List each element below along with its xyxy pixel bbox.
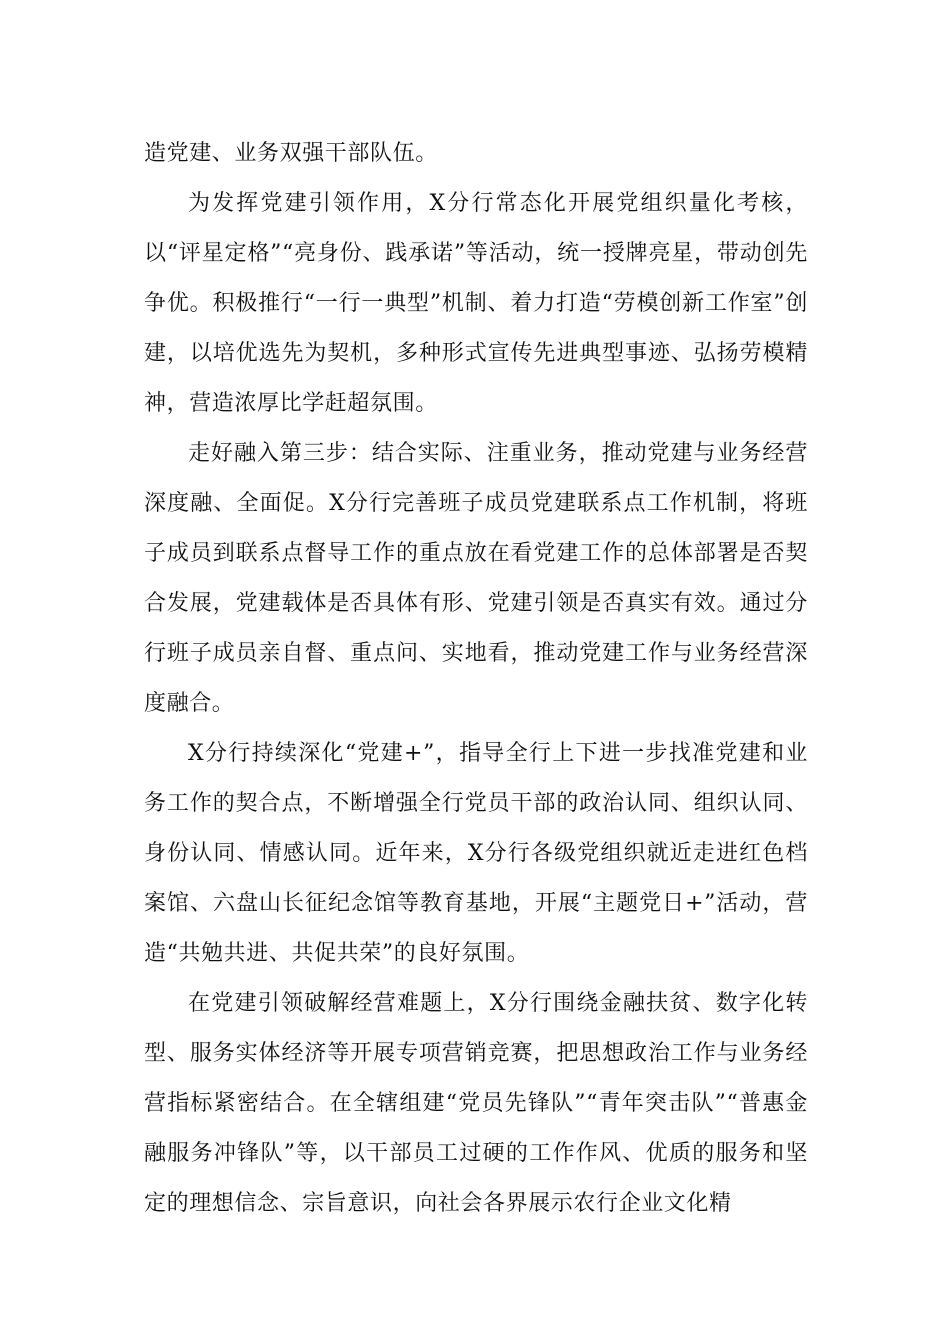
paragraph: 在党建引领破解经营难题上，X分行围绕金融扶贫、数字化转型、服务实体经济等开展专项营销竞赛，把思想政治工作与业务经营指标紧密结合。在全辖组建“党员先锋队”“青年突击队”“普惠金融服务冲锋队”等，以干部员工过硬的工作作风、优质的服务和坚定的理想信念、宗旨意识，向社会各界展示农行企业文化精: [144, 991, 808, 1216]
paragraph: X分行持续深化“党建+”，指导全行上下进一步找准党建和业务工作的契合点，不断增强全行党员干部的政治认同、组织认同、身份认同、情感认同。近年来，X分行各级党组织就近走进红色档案馆、六盘山长征纪念馆等教育基地，开展“主题党日+”活动，营造“共勉共进、共促共荣”的良好氛围。: [144, 741, 808, 966]
paragraph: 走好融入第三步：结合实际、注重业务，推动党建与业务经营深度融、全面促。X分行完善班子成员党建联系点工作机制，将班子成员到联系点督导工作的重点放在看党建工作的总体部署是否契合发展，党建载体是否具体有形、党建引领是否真实有效。通过分行班子成员亲自督、重点问、实地看，推动党建工作与业务经营深度融合。: [144, 441, 808, 716]
paragraph-continued: 造党建、业务双强干部队伍。: [144, 141, 438, 166]
document-body: [144, 129, 808, 1229]
paragraph: 为发挥党建引领作用，X分行常态化开展党组织量化考核，以“评星定格”“亮身份、践承诺”等活动，统一授牌亮星，带动创先争优。积极推行“一行一典型”机制、着力打造“劳模创新工作室”创建，以培优选先为契机，多种形式宣传先进典型事迹、弘扬劳模精神，营造浓厚比学赶超氛围。: [144, 191, 808, 416]
